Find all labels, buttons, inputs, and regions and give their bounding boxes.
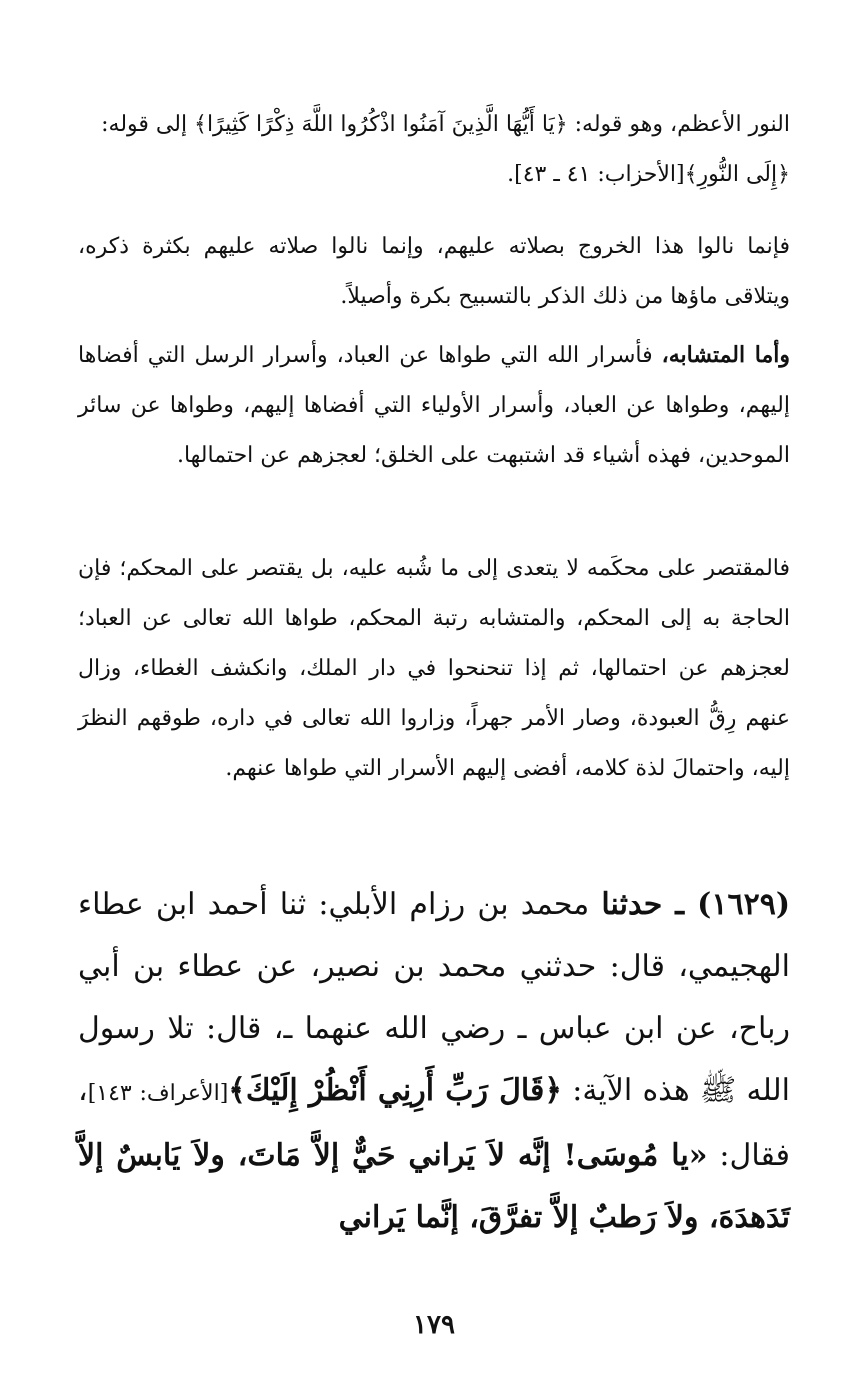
paragraph-text: فالمقتصر على محكَمه لا يتعدى إلى ما شُبه عليه، بل يقتصر على المحكم؛ فإن الحاجة به إلى المحكم، والمتشابه رتبة المحكم، طواها الله تعالى عن العباد؛ لعجزهم عن احتمالها، ثم إذا تنحنحوا في دار الملك، وانكشف الغطاء، وزال عنهم رِقُّ العبودة، وصار الأمر جهراً، وزاروا الله تعالى في داره، طوقهم النظرَ إليه، واحتمالَ لذة كلامه، أفضى إليهم الأسرار التي طواها عنهم.: [78, 556, 791, 781]
paragraph-text: فإنما نالوا هذا الخروج بصلاته عليهم، وإنما نالوا صلاته عليهم بكثرة ذكره، ويتلاقى ماؤها من ذلك الذكر بالتسبيح بكرة وأصيلاً.: [78, 234, 790, 309]
commentary-paragraph-2: [78, 330, 790, 489]
intro-paragraph: [78, 100, 790, 200]
commentary-paragraph-3: [78, 544, 790, 802]
hadith-said: ، فقال:: [78, 1073, 790, 1173]
hadith-narration: محمد بن رزام الأبلي: ثنا أحمد ابن عطاء الهجيمي، قال: حدثني محمد بن نصير، عن عطاء بن أبي رباح، عن ابن عباس ـ رضي الله عنهما ـ، قال: تلا رسول الله ﷺ هذه الآية:: [78, 887, 790, 1108]
hadith-number: (١٦٢٩): [697, 887, 791, 922]
page-number: ١٧٩: [413, 1310, 455, 1340]
intro-line-1: النور الأعظم، وهو قوله: ﴿يَا أَيُّهَا الَّذِينَ آمَنُوا اذْكُرُوا اللَّهَ ذِكْرًا كَثِيرًا﴾ إلى قوله:: [101, 112, 790, 137]
commentary-paragraph-1: [78, 222, 790, 330]
ayah-reference: [الأعراف: ١٤٣]: [87, 1081, 229, 1106]
quran-ayah: ﴿قَالَ رَبِّ أَرِنِي أَنْظُرْ إِلَيْكَ﴾: [228, 1073, 562, 1108]
paragraph-text: [78, 330, 790, 481]
intro-line-2: ﴿إِلَى النُّورِ﴾[الأحزاب: ٤١ ـ ٤٣].: [507, 162, 790, 187]
hadith-text: [78, 874, 790, 1249]
hadith-lead: ـ حدثنا: [601, 887, 698, 922]
mutashabih-heading: وأما المتشابه،: [661, 342, 790, 368]
hadith-quote: «يا مُوسَى! إنَّه لاَ يَراني حَيٌّ إلاَّ مَاتَ، ولاَ يَابسٌ إلاَّ تَدَهدَهَ، ولاَ رَطبٌ إلاَّ تفرَّقَ، إنَّما يَراني: [78, 1138, 790, 1235]
paragraph-body: فأسرار الله التي طواها عن العباد، وأسرار الرسل التي أفضاها إليهم، وطواها عن العباد، وأسرار الأولياء التي أفضاها إليهم، وطواها عن سائر الموحدين، فهذه أشياء قد اشتبهت على الخلق؛ لعجزهم عن احتمالها.: [78, 343, 791, 468]
